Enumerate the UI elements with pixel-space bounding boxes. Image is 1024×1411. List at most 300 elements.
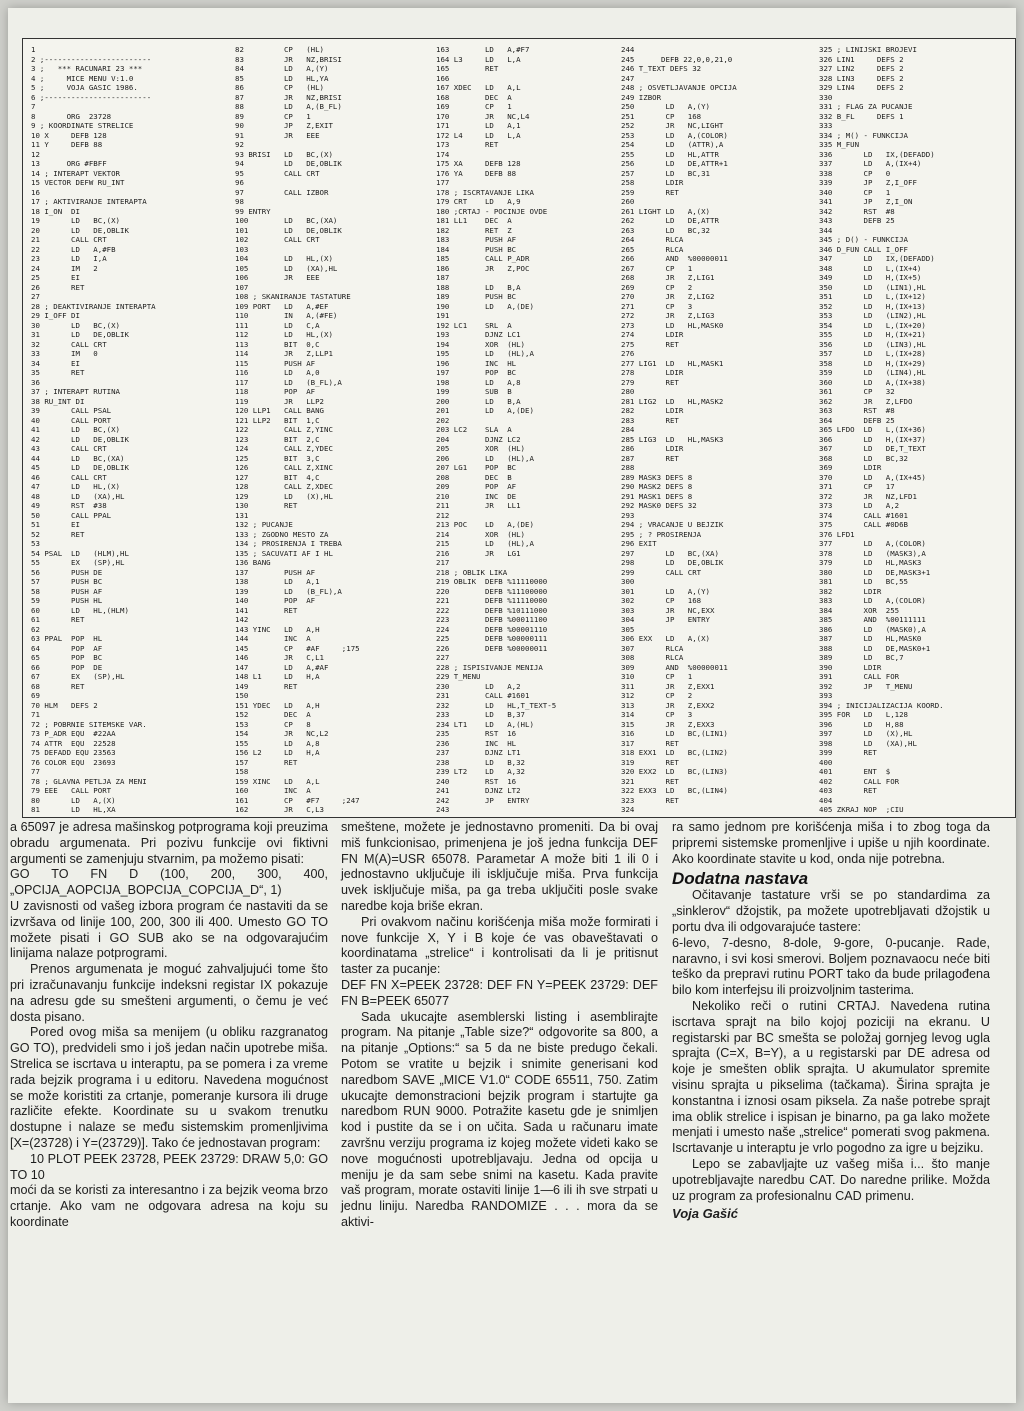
listing-line: 278 LDIR bbox=[621, 368, 684, 377]
listing-line: 171 LD A,1 bbox=[436, 121, 521, 130]
listing-line: 100 LD BC,(XA) bbox=[235, 216, 338, 225]
listing-line: 50 CALL PPAL bbox=[31, 510, 112, 520]
listing-line: 320 EXX2 LD BC,(LIN3) bbox=[621, 767, 728, 776]
listing-line: 245 DEFB 22,0,0,21,0 bbox=[621, 54, 733, 64]
listing-line: 1 bbox=[31, 45, 36, 54]
listing-line: 26 RET bbox=[31, 282, 85, 292]
listing-line: 285 LIG3 LD HL,MASK3 bbox=[621, 434, 724, 444]
listing-line: 42 LD DE,OBLIK bbox=[31, 434, 129, 444]
listing-line: 102 CALL CRT bbox=[235, 235, 320, 244]
listing-line: 283 RET bbox=[621, 415, 679, 425]
listing-line: 372 JR NZ,LFD1 bbox=[819, 491, 917, 501]
listing-line: 49 RST #38 bbox=[31, 501, 107, 510]
listing-line: 333 bbox=[819, 121, 833, 130]
listing-line: 344 bbox=[819, 225, 833, 235]
listing-line: 40 CALL PORT bbox=[31, 415, 112, 425]
listing-line: 129 LD (X),HL bbox=[235, 491, 333, 501]
listing-line: 352 LD H,(IX+13) bbox=[819, 301, 926, 311]
listing-line: 143 YINC LD A,H bbox=[235, 624, 320, 634]
listing-line: 44 LD BC,(XA) bbox=[31, 453, 125, 463]
article-paragraph: a 65097 je adresa mašinskog potprograma koji preuzima obradu argumenata. Pri pozivu funkcije ovi fiktivni argumenti se zamenjuju stvarnim, pa možemo pisati: bbox=[10, 820, 328, 866]
article-paragraph: Prenos argumenata je moguć zahvaljujući tome što pri izračunavanju funkcije indeksni registar IX pokazuje na adresu gde su smešteni argumenti, o čemu je već dosta pisano. bbox=[10, 962, 328, 1024]
listing-line: 128 CALL Z,XDEC bbox=[235, 482, 333, 491]
listing-line: 15 VECTOR DEFW RU_INT bbox=[31, 178, 125, 187]
listing-line: 260 bbox=[621, 197, 635, 206]
listing-line: 11 Y DEFB 88 bbox=[31, 140, 103, 149]
listing-line: 162 JR C,L3 bbox=[235, 805, 324, 814]
listing-line: 354 LD L,(IX+20) bbox=[819, 320, 926, 330]
listing-line: 241 DJNZ LT2 bbox=[436, 786, 521, 795]
listing-line: 121 LLP2 BIT 1,C bbox=[235, 415, 320, 425]
listing-line: 275 RET bbox=[621, 339, 679, 349]
listing-line: 381 LD BC,55 bbox=[819, 577, 908, 586]
listing-line: 234 LT1 LD A,(HL) bbox=[436, 719, 534, 729]
listing-line: 205 XOR (HL) bbox=[436, 444, 525, 453]
listing-line: 207 LG1 POP BC bbox=[436, 463, 517, 472]
listing-line: 322 EXX3 LD BC,(LIN4) bbox=[621, 786, 728, 795]
listing-line: 202 bbox=[436, 415, 450, 425]
listing-line: 360 LD A,(IX+38) bbox=[819, 377, 926, 387]
listing-line: 289 MASK3 DEFS 8 bbox=[621, 472, 693, 482]
listing-line: 84 LD A,(Y) bbox=[235, 64, 329, 73]
listing-line: 227 bbox=[436, 653, 450, 662]
listing-line: 103 bbox=[235, 244, 249, 254]
listing-line: 355 LD H,(IX+21) bbox=[819, 330, 926, 339]
listing-line: 134 ; PROSIRENJA I TREBA bbox=[235, 539, 342, 548]
listing-line: 8 ORG 23728 bbox=[31, 111, 112, 121]
listing-column-5 bbox=[819, 45, 1011, 815]
listing-line: 331 ; FLAG ZA PUCANJE bbox=[819, 102, 913, 111]
listing-line: 122 CALL Z,YINC bbox=[235, 425, 333, 434]
listing-line: 303 JR NC,EXX bbox=[621, 605, 715, 615]
listing-line: 276 bbox=[621, 349, 635, 358]
listing-line: 70 HLM DEFS 2 bbox=[31, 700, 98, 710]
article-paragraph: ra samo jednom pre korišćenja miša i to zbog toga da pripremi sistemske promenljive i upiše u njih koordinate. Ako koordinate stavite u kod, onda nije potrebna. bbox=[672, 820, 990, 866]
listing-line: 250 LD A,(Y) bbox=[621, 102, 710, 111]
listing-line: 371 CP 17 bbox=[819, 482, 895, 491]
listing-line: 194 XOR (HL) bbox=[436, 339, 525, 349]
listing-line: 124 CALL Z,YDEC bbox=[235, 444, 333, 453]
listing-line: 327 LIN2 DEFS 2 bbox=[819, 64, 904, 73]
listing-line: 404 bbox=[819, 795, 833, 805]
listing-line: 2 ;------------------------ bbox=[31, 54, 152, 64]
listing-line: 213 POC LD A,(DE) bbox=[436, 520, 534, 529]
listing-line: 270 JR Z,LIG2 bbox=[621, 292, 715, 301]
section-heading: Dodatna nastava bbox=[672, 869, 809, 889]
listing-line: 294 ; VRACANJE U BEJZIK bbox=[621, 520, 724, 529]
listing-line: 157 RET bbox=[235, 757, 298, 767]
listing-line: 282 LDIR bbox=[621, 406, 684, 415]
listing-line: 396 LD H,88 bbox=[819, 719, 904, 729]
listing-line: 132 ; PUCANJE bbox=[235, 520, 293, 529]
listing-line: 91 JR EEE bbox=[235, 130, 320, 140]
listing-line: 392 JP T_MENU bbox=[819, 681, 913, 691]
listing-line: 242 JP ENTRY bbox=[436, 795, 530, 805]
listing-line: 219 OBLIK DEFB %11110000 bbox=[436, 577, 548, 586]
listing-line: 34 EI bbox=[31, 358, 80, 368]
listing-line: 200 LD B,A bbox=[436, 396, 521, 406]
listing-line: 218 ; OBLIK LIKA bbox=[436, 567, 508, 577]
listing-line: 379 LD HL,MASK3 bbox=[819, 558, 922, 567]
article-code-line: 10 PLOT PEEK 23728, PEEK 23729: DRAW 5,0: GO TO 10 bbox=[10, 1151, 328, 1182]
listing-line: 64 POP AF bbox=[31, 643, 103, 653]
listing-column-4 bbox=[621, 45, 801, 815]
listing-line: 297 LD BC,(XA) bbox=[621, 548, 719, 558]
listing-line: 181 LL1 DEC A bbox=[436, 216, 512, 225]
listing-line: 256 LD DE,ATTR+1 bbox=[621, 159, 728, 168]
listing-line: 248 ; OSVETLJAVANJE OPCIJA bbox=[621, 83, 737, 92]
listing-line: 142 bbox=[235, 615, 249, 624]
listing-line: 386 LD (MASK0),A bbox=[819, 624, 926, 634]
listing-line: 12 bbox=[31, 149, 40, 159]
listing-line: 359 LD (LIN4),HL bbox=[819, 368, 926, 377]
listing-line: 57 PUSH BC bbox=[31, 577, 103, 586]
listing-line: 156 L2 LD H,A bbox=[235, 748, 320, 757]
listing-line: 87 JR NZ,BRISI bbox=[235, 92, 342, 102]
listing-line: 33 IM 0 bbox=[31, 349, 98, 358]
listing-line: 111 LD C,A bbox=[235, 320, 320, 330]
listing-line: 271 CP 3 bbox=[621, 301, 693, 311]
listing-line: 265 RLCA bbox=[621, 244, 684, 254]
listing-line: 89 CP 1 bbox=[235, 111, 311, 121]
listing-line: 98 bbox=[235, 197, 244, 206]
listing-line: 147 LD A,#AF bbox=[235, 662, 329, 672]
listing-line: 393 bbox=[819, 691, 833, 700]
magazine-page bbox=[8, 8, 1016, 1403]
listing-line: 247 bbox=[621, 73, 635, 83]
listing-line: 390 LDIR bbox=[819, 662, 882, 672]
article-column-2 bbox=[341, 820, 658, 1231]
listing-line: 126 CALL Z,XINC bbox=[235, 463, 333, 472]
listing-line: 231 CALL #1601 bbox=[436, 691, 530, 700]
listing-line: 114 JR Z,LLP1 bbox=[235, 349, 333, 358]
listing-line: 239 LT2 LD A,32 bbox=[436, 767, 525, 776]
listing-line: 402 CALL FOR bbox=[819, 776, 900, 786]
listing-line: 9 ; KOORDINATE STRELICE bbox=[31, 121, 134, 130]
listing-line: 365 LFDO LD L,(IX+36) bbox=[819, 425, 926, 434]
listing-line: 3 ; *** RACUNARI 23 *** bbox=[31, 64, 143, 73]
listing-line: 228 ; ISPISIVANJE MENIJA bbox=[436, 662, 543, 672]
listing-line: 378 LD (MASK3),A bbox=[819, 548, 926, 558]
listing-line: 335 M_FUN bbox=[819, 140, 860, 149]
listing-column-1 bbox=[31, 45, 216, 815]
listing-line: 167 XDEC LD A,L bbox=[436, 83, 521, 92]
listing-line: 351 LD L,(IX+12) bbox=[819, 292, 926, 301]
listing-line: 146 JR C,L1 bbox=[235, 653, 324, 662]
listing-line: 325 ; LINIJSKI BROJEVI bbox=[819, 45, 917, 54]
listing-line: 401 ENT $ bbox=[819, 767, 891, 776]
listing-line: 22 LD A,#FB bbox=[31, 244, 116, 254]
article-body bbox=[8, 820, 1016, 1403]
listing-line: 58 PUSH AF bbox=[31, 586, 103, 596]
listing-line: 324 bbox=[621, 805, 635, 814]
listing-line: 71 bbox=[31, 710, 40, 719]
listing-line: 94 LD DE,OBLIK bbox=[235, 159, 342, 168]
author-signature: Voja Gašić bbox=[672, 1206, 738, 1222]
listing-line: 118 POP AF bbox=[235, 387, 316, 396]
listing-line: 348 LD L,(IX+4) bbox=[819, 263, 922, 273]
listing-line: 86 CP (HL) bbox=[235, 83, 324, 92]
listing-line: 149 RET bbox=[235, 681, 298, 691]
article-code-line: GO TO FN D (100, 200, 300, 400, „OPCIJA_AOPCIJA_BOPCIJA_COPCIJA_D“, 1) bbox=[10, 867, 328, 898]
listing-line: 343 DEFB 25 bbox=[819, 216, 895, 225]
listing-line: 369 LDIR bbox=[819, 463, 882, 472]
listing-line: 317 RET bbox=[621, 738, 679, 748]
listing-line: 366 LD H,(IX+37) bbox=[819, 434, 926, 444]
listing-line: 319 RET bbox=[621, 757, 679, 767]
listing-line: 255 LD HL,ATTR bbox=[621, 149, 719, 159]
listing-line: 206 LD (HL),A bbox=[436, 453, 534, 463]
article-paragraph: Nekoliko reči o rutini CRTAJ. Navedena rutina iscrtava sprajt na bilo kojoj poziciji na ekranu. U registarski par BC smešta se položaj gornjeg levog ugla sprajta (C=X, B=Y), a u registarski par DE adresa od koje je smešten oblik sprajta. U akumulator spremite visinu sprajta u pikselima (tačkama). Širina sprajta je konstantna i iznosi osam piksela. Za naše potrebe sprajt ima oblik strelice i ispisan je binarno, pa ga lako možete menjati i umesto naše „strelice“ pomerati svog pakmena. Iscrtavanje u interaptu je vrlo pogodno za igre u bejziku. bbox=[672, 998, 990, 1156]
listing-line: 223 DEFB %00011100 bbox=[436, 615, 548, 624]
listing-line: 135 ; SACUVATI AF I HL bbox=[235, 548, 333, 558]
article-paragraph: Očitavanje tastature vrši se po standardima za „sinklerov“ džojstik, pa možete upotrebljavati džojstik u portu dva ili odgovarajuće tastere: bbox=[672, 888, 990, 934]
listing-line: 201 LD A,(DE) bbox=[436, 406, 534, 415]
listing-line: 342 RST #8 bbox=[819, 206, 895, 216]
listing-line: 350 LD (LIN1),HL bbox=[819, 282, 926, 292]
listing-line: 229 T_MENU bbox=[436, 672, 481, 681]
listing-line: 193 DJNZ LC1 bbox=[436, 330, 521, 339]
listing-line: 186 JR Z,POC bbox=[436, 263, 530, 273]
listing-line: 113 BIT 0,C bbox=[235, 339, 320, 349]
listing-line: 363 RST #8 bbox=[819, 406, 895, 415]
listing-line: 35 RET bbox=[31, 368, 85, 377]
listing-line: 93 BRISI LD BC,(X) bbox=[235, 149, 333, 159]
listing-line: 141 RET bbox=[235, 605, 298, 615]
listing-line: 32 CALL CRT bbox=[31, 339, 107, 349]
listing-line: 252 JR NC,LIGHT bbox=[621, 121, 724, 130]
listing-line: 61 RET bbox=[31, 615, 85, 624]
listing-line: 120 LLP1 CALL BANG bbox=[235, 406, 324, 415]
listing-line: 159 XINC LD A,L bbox=[235, 776, 320, 786]
listing-line: 19 LD BC,(X) bbox=[31, 216, 120, 225]
listing-line: 321 RET bbox=[621, 776, 679, 786]
listing-line: 238 LD B,32 bbox=[436, 757, 525, 767]
listing-line: 77 bbox=[31, 767, 40, 776]
listing-line: 39 CALL PSAL bbox=[31, 406, 112, 415]
listing-line: 291 MASK1 DEFS 8 bbox=[621, 491, 693, 501]
listing-line: 236 INC HL bbox=[436, 738, 517, 748]
listing-line: 151 YDEC LD A,H bbox=[235, 700, 320, 710]
listing-line: 119 JR LLP2 bbox=[235, 396, 324, 406]
listing-line: 46 CALL CRT bbox=[31, 472, 107, 482]
listing-column-2 bbox=[235, 45, 400, 815]
listing-line: 137 PUSH AF bbox=[235, 567, 316, 577]
listing-line: 74 ATTR EQU 22528 bbox=[31, 738, 116, 748]
listing-line: 170 JR NC,L4 bbox=[436, 111, 530, 121]
listing-line: 41 LD BC,(X) bbox=[31, 425, 120, 434]
listing-line: 199 SUB B bbox=[436, 387, 512, 396]
listing-line: 383 LD A,(COLOR) bbox=[819, 596, 926, 605]
listing-line: 353 LD (LIN2),HL bbox=[819, 311, 926, 320]
listing-line: 374 CALL #1601 bbox=[819, 510, 908, 520]
listing-line: 224 DEFB %00001110 bbox=[436, 624, 548, 634]
listing-line: 277 LIG1 LD HL,MASK1 bbox=[621, 358, 724, 368]
listing-line: 27 bbox=[31, 292, 40, 301]
listing-line: 196 INC HL bbox=[436, 358, 517, 368]
listing-line: 268 JR Z,LIG1 bbox=[621, 273, 715, 282]
listing-line: 280 bbox=[621, 387, 635, 396]
listing-line: 332 B_FL DEFS 1 bbox=[819, 111, 904, 121]
listing-line: 262 LD DE,ATTR bbox=[621, 216, 719, 225]
listing-line: 176 YA DEFB 88 bbox=[436, 168, 517, 178]
listing-line: 210 INC DE bbox=[436, 491, 517, 501]
listing-line: 130 RET bbox=[235, 501, 298, 510]
listing-line: 310 CP 1 bbox=[621, 672, 693, 681]
article-paragraph: Lepo se zabavljajte uz vašeg miša i... što manje upotrebljavajte naredbu CAT. Do naredne prilike. Možda uz program za profesionalnu CAD primenu. bbox=[672, 1156, 990, 1203]
listing-line: 158 bbox=[235, 767, 249, 776]
listing-line: 382 LDIR bbox=[819, 586, 882, 596]
listing-line: 172 L4 LD L,A bbox=[436, 130, 521, 140]
listing-line: 368 LD BC,32 bbox=[819, 453, 908, 463]
listing-line: 48 LD (XA),HL bbox=[31, 491, 125, 501]
listing-line: 232 LD HL,T_TEXT-5 bbox=[436, 700, 557, 710]
listing-line: 53 bbox=[31, 539, 40, 548]
listing-line: 334 ; M() - FUNKCIJA bbox=[819, 130, 908, 140]
listing-line: 164 L3 LD L,A bbox=[436, 54, 521, 64]
listing-line: 338 CP 0 bbox=[819, 168, 891, 178]
article-paragraph: smeštene, možete je jednostavno promeniti. Da bi ovaj miš funkcionisao, primenjena je još jedna funkcija DEF FN M(A)=USR 65078. Parametar A može biti 1 ili 0 i jednostavno uključuje ili isključuje miša. Prva funkcija uvek isključuje miša, pa ga treba uključiti posle svake naredbe koja briše ekran. bbox=[341, 820, 658, 913]
listing-line: 311 JR Z,EXX1 bbox=[621, 681, 715, 691]
listing-line: 380 LD DE,MASK3+1 bbox=[819, 567, 931, 577]
listing-line: 69 bbox=[31, 691, 40, 700]
listing-line: 139 LD (B_FL),A bbox=[235, 586, 342, 596]
listing-line: 184 PUSH BC bbox=[436, 244, 517, 254]
listing-line: 80 LD A,(X) bbox=[31, 795, 116, 805]
listing-line: 267 CP 1 bbox=[621, 263, 693, 273]
listing-line: 105 LD (XA),HL bbox=[235, 263, 338, 273]
listing-line: 307 RLCA bbox=[621, 643, 684, 653]
listing-line: 373 LD A,2 bbox=[819, 501, 900, 510]
listing-line: 163 LD A,#F7 bbox=[436, 45, 530, 54]
article-paragraph: U zavisnosti od vašeg izbora program će nastaviti da se izvršava od linije 100, 200, 300 ili 400. Umesto GO TO možete pisati i GO SUB ako se na odgovarajućim linijama nalaze potprogrami. bbox=[10, 898, 328, 961]
listing-line: 192 LC1 SRL A bbox=[436, 320, 512, 330]
listing-line: 362 JR Z,LFDO bbox=[819, 396, 913, 406]
listing-line: 370 LD A,(IX+45) bbox=[819, 472, 926, 482]
listing-line: 17 ; AKTIVIRANJE INTERAPTA bbox=[31, 197, 147, 206]
listing-line: 237 DJNZ LT1 bbox=[436, 748, 521, 757]
listing-line: 101 LD DE,OBLIK bbox=[235, 225, 342, 235]
listing-line: 215 LD (HL),A bbox=[436, 539, 534, 548]
listing-line: 385 AND %00111111 bbox=[819, 615, 926, 624]
listing-line: 403 RET bbox=[819, 786, 877, 795]
listing-line: 133 ; ZGODNO MESTO ZA bbox=[235, 529, 329, 539]
listing-line: 155 LD A,8 bbox=[235, 738, 320, 748]
listing-line: 90 JP Z,EXIT bbox=[235, 121, 333, 130]
listing-line: 154 JR NC,L2 bbox=[235, 729, 329, 738]
listing-line: 55 EX (SP),HL bbox=[31, 558, 125, 567]
listing-line: 43 CALL CRT bbox=[31, 444, 107, 453]
listing-line: 180 ;CRTAJ - POCINJE OVDE bbox=[436, 206, 548, 216]
listing-line: 82 CP (HL) bbox=[235, 45, 324, 54]
listing-line: 198 LD A,8 bbox=[436, 377, 521, 387]
listing-line: 203 LC2 SLA A bbox=[436, 425, 512, 434]
listing-line: 96 bbox=[235, 178, 244, 187]
listing-line: 117 LD (B_FL),A bbox=[235, 377, 342, 387]
listing-line: 138 LD A,1 bbox=[235, 577, 320, 586]
listing-line: 23 LD I,A bbox=[31, 254, 107, 263]
listing-line: 116 LD A,0 bbox=[235, 368, 320, 377]
listing-line: 45 LD DE,OBLIK bbox=[31, 463, 129, 472]
listing-line: 405 ZKRAJ NOP ;CIU bbox=[819, 805, 904, 814]
listing-line: 341 JP Z,I_ON bbox=[819, 197, 913, 206]
listing-line: 16 bbox=[31, 187, 40, 197]
article-paragraph: moći da se koristi za interesantno i za bejzik veoma brzo crtanje. Ako vam ne odgovara adresa na koju su koordinate bbox=[10, 1183, 328, 1229]
listing-line: 309 AND %00000011 bbox=[621, 662, 728, 672]
listing-line: 106 JR EEE bbox=[235, 273, 320, 282]
listing-line: 298 LD DE,OBLIK bbox=[621, 558, 724, 567]
listing-line: 312 CP 2 bbox=[621, 691, 693, 700]
listing-line: 190 LD A,(DE) bbox=[436, 301, 534, 311]
listing-line: 59 PUSH HL bbox=[31, 596, 103, 605]
listing-line: 302 CP 168 bbox=[621, 596, 702, 605]
listing-line: 286 LDIR bbox=[621, 444, 684, 453]
listing-line: 30 LD BC,(X) bbox=[31, 320, 120, 330]
listing-line: 95 CALL CRT bbox=[235, 168, 320, 178]
listing-line: 73 P_ADR EQU #22AA bbox=[31, 729, 116, 738]
listing-line: 281 LIG2 LD HL,MASK2 bbox=[621, 396, 724, 406]
listing-line: 178 ; ISCRTAVANJE LIKA bbox=[436, 187, 534, 197]
listing-line: 361 CP 32 bbox=[819, 387, 895, 396]
listing-line: 389 LD BC,7 bbox=[819, 653, 904, 662]
listing-line: 304 JP ENTRY bbox=[621, 615, 710, 624]
listing-line: 356 LD (LIN3),HL bbox=[819, 339, 926, 349]
listing-line: 175 XA DEFB 128 bbox=[436, 159, 521, 168]
article-column-1 bbox=[10, 820, 328, 1231]
listing-line: 358 LD H,(IX+29) bbox=[819, 358, 926, 368]
listing-line: 60 LD HL,(HLM) bbox=[31, 605, 129, 615]
listing-line: 76 COLOR EQU 23693 bbox=[31, 757, 116, 767]
listing-line: 296 EXIT bbox=[621, 539, 657, 548]
listing-line: 339 JP Z,I_OFF bbox=[819, 178, 917, 187]
listing-line: 169 CP 1 bbox=[436, 102, 512, 111]
listing-line: 153 CP 8 bbox=[235, 719, 311, 729]
listing-line: 109 PORT LD A,#EF bbox=[235, 301, 329, 311]
listing-line: 177 bbox=[436, 178, 450, 187]
listing-line: 346 D_FUN CALL I_OFF bbox=[819, 244, 908, 254]
listing-line: 110 IN A,(#FE) bbox=[235, 311, 338, 320]
listing-line: 328 LIN3 DEFS 2 bbox=[819, 73, 904, 83]
article-paragraph: Pored ovog miša sa menijem (u obliku razgranatog GO TO), predvideli smo i još jedan način upotrebe miša. Strelica se iscrtava u interaptu, pa se pomera i za vreme rada bejzik programa i u editoru. Navedena mogućnost se može koristiti za crtanje, pomeranje kursora ili druge različite efekte. Koordinate su u svakom trenutku dostupne i nalaze se među sistemskim promenljivima [X=(23728) i Y=(23729)]. Tako će jednostavan program: bbox=[10, 1025, 328, 1150]
listing-line: 7 bbox=[31, 102, 36, 111]
listing-line: 244 bbox=[621, 45, 635, 54]
listing-line: 279 RET bbox=[621, 377, 679, 387]
listing-line: 211 JR LL1 bbox=[436, 501, 521, 510]
listing-line: 209 POP AF bbox=[436, 482, 517, 491]
listing-line: 329 LIN4 DEFS 2 bbox=[819, 83, 904, 92]
listing-line: 65 POP BC bbox=[31, 653, 103, 662]
listing-line: 174 bbox=[436, 149, 450, 159]
listing-line: 315 JR Z,EXX3 bbox=[621, 719, 715, 729]
listing-line: 127 BIT 4,C bbox=[235, 472, 320, 482]
assembler-listing-box bbox=[22, 38, 1016, 818]
listing-line: 222 DEFB %10111000 bbox=[436, 605, 548, 615]
listing-line: 54 PSAL LD (HLM),HL bbox=[31, 548, 129, 558]
listing-line: 38 RU_INT DI bbox=[31, 396, 85, 406]
listing-line: 166 bbox=[436, 73, 450, 83]
listing-line: 115 PUSH AF bbox=[235, 358, 316, 368]
listing-line: 391 CALL FOR bbox=[819, 672, 900, 681]
listing-line: 165 RET bbox=[436, 64, 499, 73]
listing-line: 345 ; D() - FUNKCIJA bbox=[819, 235, 908, 244]
listing-line: 99 ENTRY bbox=[235, 206, 271, 216]
listing-line: 308 RLCA bbox=[621, 653, 684, 662]
listing-line: 326 LIN1 DEFS 2 bbox=[819, 54, 904, 64]
listing-line: 397 LD (X),HL bbox=[819, 729, 913, 738]
listing-line: 225 DEFB %00000111 bbox=[436, 634, 548, 643]
listing-line: 136 BANG bbox=[235, 558, 271, 567]
listing-line: 316 LD BC,(LIN1) bbox=[621, 729, 728, 738]
